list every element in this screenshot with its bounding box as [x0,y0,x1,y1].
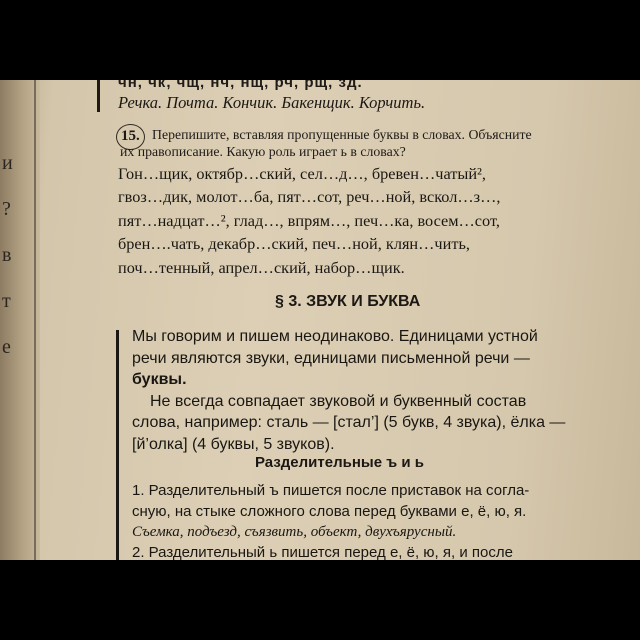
rule-line: Съемка, подъезд, съязвить, объект, двухъярусный. [132,524,457,540]
exercise-line: брен….чать, декабр…ский, печ…ной, клян…чить, [118,234,470,254]
theory-paragraph [132,326,607,455]
margin-bar-top [97,80,100,112]
paragraph-line: буквы. [132,371,187,388]
spine-char: ? [2,198,11,220]
exercise-instruction-line1: Перепишите, вставляя пропущенные буквы в словах. Объясните [152,127,532,142]
cut-off-letter-line: чн, чк, чщ, нч, нщ, рч, рщ, зд. [118,80,363,91]
exercise-line: поч…тенный, апрел…ский, набор…щик. [118,257,405,277]
subheading: Разделительные ъ и ь [255,454,424,471]
paragraph-line: речи являются звуки, единицами письменной речи — [132,349,530,367]
section-title: § 3. ЗВУК И БУКВА [275,293,421,310]
rule-margin-bar [116,330,119,560]
rules-list [132,481,607,560]
spine-char: т [2,290,11,312]
rule-line: 2. Разделительный ь пишется перед е, ё, ю, я, и после [132,543,513,560]
rule-line: 1. Разделительный ъ пишется после приставок на согла- [132,482,530,499]
exercise-line: пят…надцат…², глад…, впрям…, печ…ка, восем…сот, [118,210,500,230]
exercise-line: Гон…щик, октябр…ский, сел…д…, бревен…чатый², [118,164,486,183]
rule-line: сную, на стыке сложного слова перед буквами е, ё, ю, я. [132,502,527,520]
book-page [0,80,640,560]
spine-characters [2,140,16,370]
spine-char: в [2,244,12,266]
spine-char: и [2,152,13,174]
paragraph-line: слова, например: сталь — [стал’] (5 букв, 4 звука), ёлка — [132,414,566,431]
spine-fold [34,80,36,560]
exercise-words-block [118,162,608,279]
paragraph-line: Мы говорим и пишем неодинаково. Единицами устной [132,328,538,345]
paragraph-line: [й’олка] (4 буквы, 5 звуков). [132,435,335,453]
exercise-instruction-line2: их правописание. Какую роль играет ь в словах? [120,144,406,159]
paragraph-line: Не всегда совпадает звуковой и буквенный состав [150,392,527,410]
exercise-line: гвоз…дик, молот…ба, пят…сот, реч…ной, вскол…з…, [118,187,501,207]
spine-char: е [2,336,11,358]
example-words-line: Речка. Почта. Кончик. Бакенщик. Корчить. [118,93,426,112]
exercise-number: 15. [121,128,140,144]
